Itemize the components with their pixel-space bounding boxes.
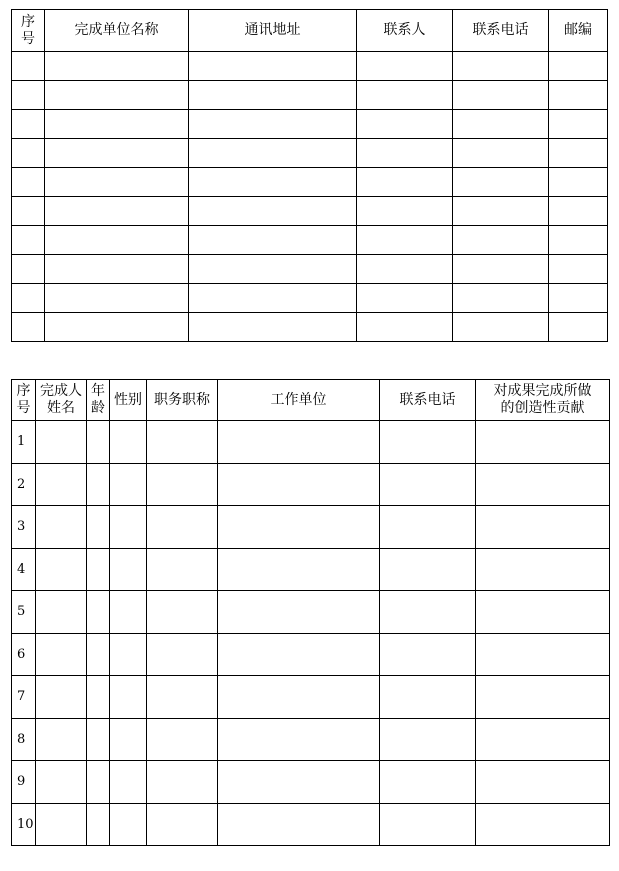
title-cell[interactable] — [147, 463, 218, 506]
person-name-cell[interactable] — [36, 803, 87, 846]
header-postcode: 邮编 — [549, 10, 608, 52]
workplace-cell[interactable] — [218, 548, 380, 591]
person-name-cell[interactable] — [36, 463, 87, 506]
person-name-cell[interactable] — [36, 761, 87, 804]
contact-cell[interactable] — [357, 255, 453, 284]
person-name-cell[interactable] — [36, 548, 87, 591]
phone-cell[interactable] — [380, 548, 476, 591]
unit-name-cell[interactable] — [45, 284, 189, 313]
contact-cell[interactable] — [357, 197, 453, 226]
person-table-row — [12, 761, 610, 804]
person-table-row — [12, 421, 610, 464]
title-cell[interactable] — [147, 548, 218, 591]
person-table-row — [12, 718, 610, 761]
workplace-cell[interactable] — [218, 718, 380, 761]
contact-cell[interactable] — [357, 313, 453, 342]
person-table-row — [12, 548, 610, 591]
row-number: 6 — [12, 633, 36, 676]
title-cell[interactable] — [147, 506, 218, 549]
phone-cell[interactable] — [380, 633, 476, 676]
person-table-header-row — [12, 380, 610, 421]
postcode-cell[interactable] — [549, 168, 608, 197]
person-name-cell[interactable] — [36, 676, 87, 719]
header-age — [87, 380, 110, 421]
header-title: 职务职称 — [147, 380, 218, 421]
seq-cell[interactable] — [12, 255, 45, 284]
header-seq-line1: 序 — [16, 383, 31, 399]
unit-table-row — [12, 313, 608, 342]
address-cell[interactable] — [189, 313, 357, 342]
address-cell[interactable] — [189, 52, 357, 81]
phone-cell[interactable] — [453, 226, 549, 255]
phone-cell[interactable] — [380, 463, 476, 506]
row-number: 9 — [12, 761, 36, 804]
age-cell[interactable] — [87, 633, 110, 676]
unit-name-cell[interactable] — [45, 255, 189, 284]
phone-cell[interactable] — [453, 168, 549, 197]
header-unit-name: 完成单位名称 — [45, 10, 189, 52]
postcode-cell[interactable] — [549, 255, 608, 284]
workplace-cell[interactable] — [218, 591, 380, 634]
header-seq-line2: 号 — [16, 400, 31, 416]
contribution-cell[interactable] — [476, 506, 610, 549]
seq-cell[interactable] — [12, 226, 45, 255]
age-cell[interactable] — [87, 591, 110, 634]
workplace-cell[interactable] — [218, 506, 380, 549]
seq-cell[interactable] — [12, 284, 45, 313]
row-number: 7 — [12, 676, 36, 719]
age-cell[interactable] — [87, 421, 110, 464]
person-table-row — [12, 591, 610, 634]
gender-cell[interactable] — [110, 548, 147, 591]
header-contribution-line2: 的创造性贡献 — [500, 400, 585, 416]
phone-cell[interactable] — [453, 255, 549, 284]
address-cell[interactable] — [189, 139, 357, 168]
contact-cell[interactable] — [357, 226, 453, 255]
unit-table-row — [12, 139, 608, 168]
phone-cell[interactable] — [453, 110, 549, 139]
contact-cell[interactable] — [357, 52, 453, 81]
person-table-row — [12, 463, 610, 506]
address-cell[interactable] — [189, 226, 357, 255]
header-seq — [12, 10, 45, 52]
person-name-cell[interactable] — [36, 591, 87, 634]
contribution-cell[interactable] — [476, 591, 610, 634]
phone-cell[interactable] — [380, 676, 476, 719]
gender-cell[interactable] — [110, 463, 147, 506]
seq-cell[interactable] — [12, 139, 45, 168]
gender-cell[interactable] — [110, 421, 147, 464]
seq-cell[interactable] — [12, 110, 45, 139]
header-person-name — [36, 380, 87, 421]
phone-cell[interactable] — [380, 421, 476, 464]
unit-table-row — [12, 81, 608, 110]
gender-cell[interactable] — [110, 803, 147, 846]
phone-cell[interactable] — [380, 591, 476, 634]
header-seq-line2: 号 — [21, 30, 35, 47]
row-number: 4 — [12, 548, 36, 591]
header-person-name-line1: 完成人 — [40, 383, 82, 399]
gender-cell[interactable] — [110, 506, 147, 549]
contribution-cell[interactable] — [476, 803, 610, 846]
unit-name-cell[interactable] — [45, 226, 189, 255]
header-gender: 性别 — [110, 380, 147, 421]
unit-name-cell[interactable] — [45, 197, 189, 226]
workplace-cell[interactable] — [218, 761, 380, 804]
row-number: 8 — [12, 718, 36, 761]
workplace-cell[interactable] — [218, 803, 380, 846]
completing-persons-table — [11, 379, 610, 846]
contact-cell[interactable] — [357, 284, 453, 313]
unit-name-cell[interactable] — [45, 110, 189, 139]
gender-cell[interactable] — [110, 591, 147, 634]
phone-cell[interactable] — [453, 81, 549, 110]
workplace-cell[interactable] — [218, 676, 380, 719]
contribution-cell[interactable] — [476, 548, 610, 591]
age-cell[interactable] — [87, 506, 110, 549]
header-phone: 联系电话 — [380, 380, 476, 421]
unit-table-row — [12, 52, 608, 81]
unit-table-row — [12, 284, 608, 313]
row-number: 5 — [12, 591, 36, 634]
phone-cell[interactable] — [380, 718, 476, 761]
contribution-cell[interactable] — [476, 633, 610, 676]
row-number: 10 — [12, 803, 36, 846]
header-phone: 联系电话 — [453, 10, 549, 52]
workplace-cell[interactable] — [218, 633, 380, 676]
seq-cell[interactable] — [12, 313, 45, 342]
unit-name-cell[interactable] — [45, 168, 189, 197]
person-name-cell[interactable] — [36, 506, 87, 549]
person-table-row — [12, 506, 610, 549]
header-contribution-line1: 对成果完成所做 — [493, 383, 592, 399]
seq-cell[interactable] — [12, 81, 45, 110]
phone-cell[interactable] — [380, 803, 476, 846]
postcode-cell[interactable] — [549, 139, 608, 168]
seq-cell[interactable] — [12, 197, 45, 226]
contact-cell[interactable] — [357, 168, 453, 197]
phone-cell[interactable] — [453, 52, 549, 81]
unit-table-header-row — [12, 10, 608, 52]
address-cell[interactable] — [189, 81, 357, 110]
header-age-line1: 年 — [91, 383, 105, 399]
title-cell[interactable] — [147, 421, 218, 464]
contact-cell[interactable] — [357, 139, 453, 168]
header-seq-line1: 序 — [21, 13, 35, 30]
row-number: 2 — [12, 463, 36, 506]
contribution-cell[interactable] — [476, 761, 610, 804]
gender-cell[interactable] — [110, 676, 147, 719]
unit-table-row — [12, 168, 608, 197]
header-contribution — [476, 380, 610, 421]
contribution-cell[interactable] — [476, 463, 610, 506]
header-contact: 联系人 — [357, 10, 453, 52]
seq-cell[interactable] — [12, 52, 45, 81]
phone-cell[interactable] — [453, 197, 549, 226]
postcode-cell[interactable] — [549, 110, 608, 139]
unit-name-cell[interactable] — [45, 52, 189, 81]
gender-cell[interactable] — [110, 718, 147, 761]
age-cell[interactable] — [87, 718, 110, 761]
postcode-cell[interactable] — [549, 226, 608, 255]
gender-cell[interactable] — [110, 633, 147, 676]
row-number: 3 — [12, 506, 36, 549]
header-seq — [12, 380, 36, 421]
address-cell[interactable] — [189, 284, 357, 313]
contact-cell[interactable] — [357, 81, 453, 110]
phone-cell[interactable] — [380, 761, 476, 804]
title-cell[interactable] — [147, 591, 218, 634]
phone-cell[interactable] — [453, 284, 549, 313]
age-cell[interactable] — [87, 676, 110, 719]
person-name-cell[interactable] — [36, 718, 87, 761]
postcode-cell[interactable] — [549, 197, 608, 226]
unit-name-cell[interactable] — [45, 313, 189, 342]
unit-table-row — [12, 197, 608, 226]
seq-cell[interactable] — [12, 168, 45, 197]
address-cell[interactable] — [189, 110, 357, 139]
address-cell[interactable] — [189, 168, 357, 197]
title-cell[interactable] — [147, 803, 218, 846]
unit-table-row — [12, 110, 608, 139]
postcode-cell[interactable] — [549, 81, 608, 110]
person-table-row — [12, 803, 610, 846]
postcode-cell[interactable] — [549, 284, 608, 313]
age-cell[interactable] — [87, 761, 110, 804]
unit-table-body — [12, 52, 608, 342]
age-cell[interactable] — [87, 463, 110, 506]
title-cell[interactable] — [147, 633, 218, 676]
person-table-row — [12, 633, 610, 676]
gender-cell[interactable] — [110, 761, 147, 804]
workplace-cell[interactable] — [218, 463, 380, 506]
age-cell[interactable] — [87, 803, 110, 846]
header-age-line2: 龄 — [91, 400, 105, 416]
postcode-cell[interactable] — [549, 52, 608, 81]
phone-cell[interactable] — [380, 506, 476, 549]
age-cell[interactable] — [87, 548, 110, 591]
header-workplace: 工作单位 — [218, 380, 380, 421]
phone-cell[interactable] — [453, 139, 549, 168]
completing-units-table — [11, 9, 608, 342]
contribution-cell[interactable] — [476, 718, 610, 761]
person-table-body — [12, 421, 610, 846]
address-cell[interactable] — [189, 197, 357, 226]
header-person-name-line2: 姓名 — [47, 400, 75, 416]
contact-cell[interactable] — [357, 110, 453, 139]
unit-name-cell[interactable] — [45, 139, 189, 168]
header-address: 通讯地址 — [189, 10, 357, 52]
address-cell[interactable] — [189, 255, 357, 284]
title-cell[interactable] — [147, 761, 218, 804]
phone-cell[interactable] — [453, 313, 549, 342]
title-cell[interactable] — [147, 718, 218, 761]
person-name-cell[interactable] — [36, 633, 87, 676]
postcode-cell[interactable] — [549, 313, 608, 342]
unit-table-row — [12, 226, 608, 255]
person-table-row — [12, 676, 610, 719]
contribution-cell[interactable] — [476, 421, 610, 464]
title-cell[interactable] — [147, 676, 218, 719]
contribution-cell[interactable] — [476, 676, 610, 719]
workplace-cell[interactable] — [218, 421, 380, 464]
unit-name-cell[interactable] — [45, 81, 189, 110]
person-name-cell[interactable] — [36, 421, 87, 464]
row-number: 1 — [12, 421, 36, 464]
unit-table-row — [12, 255, 608, 284]
